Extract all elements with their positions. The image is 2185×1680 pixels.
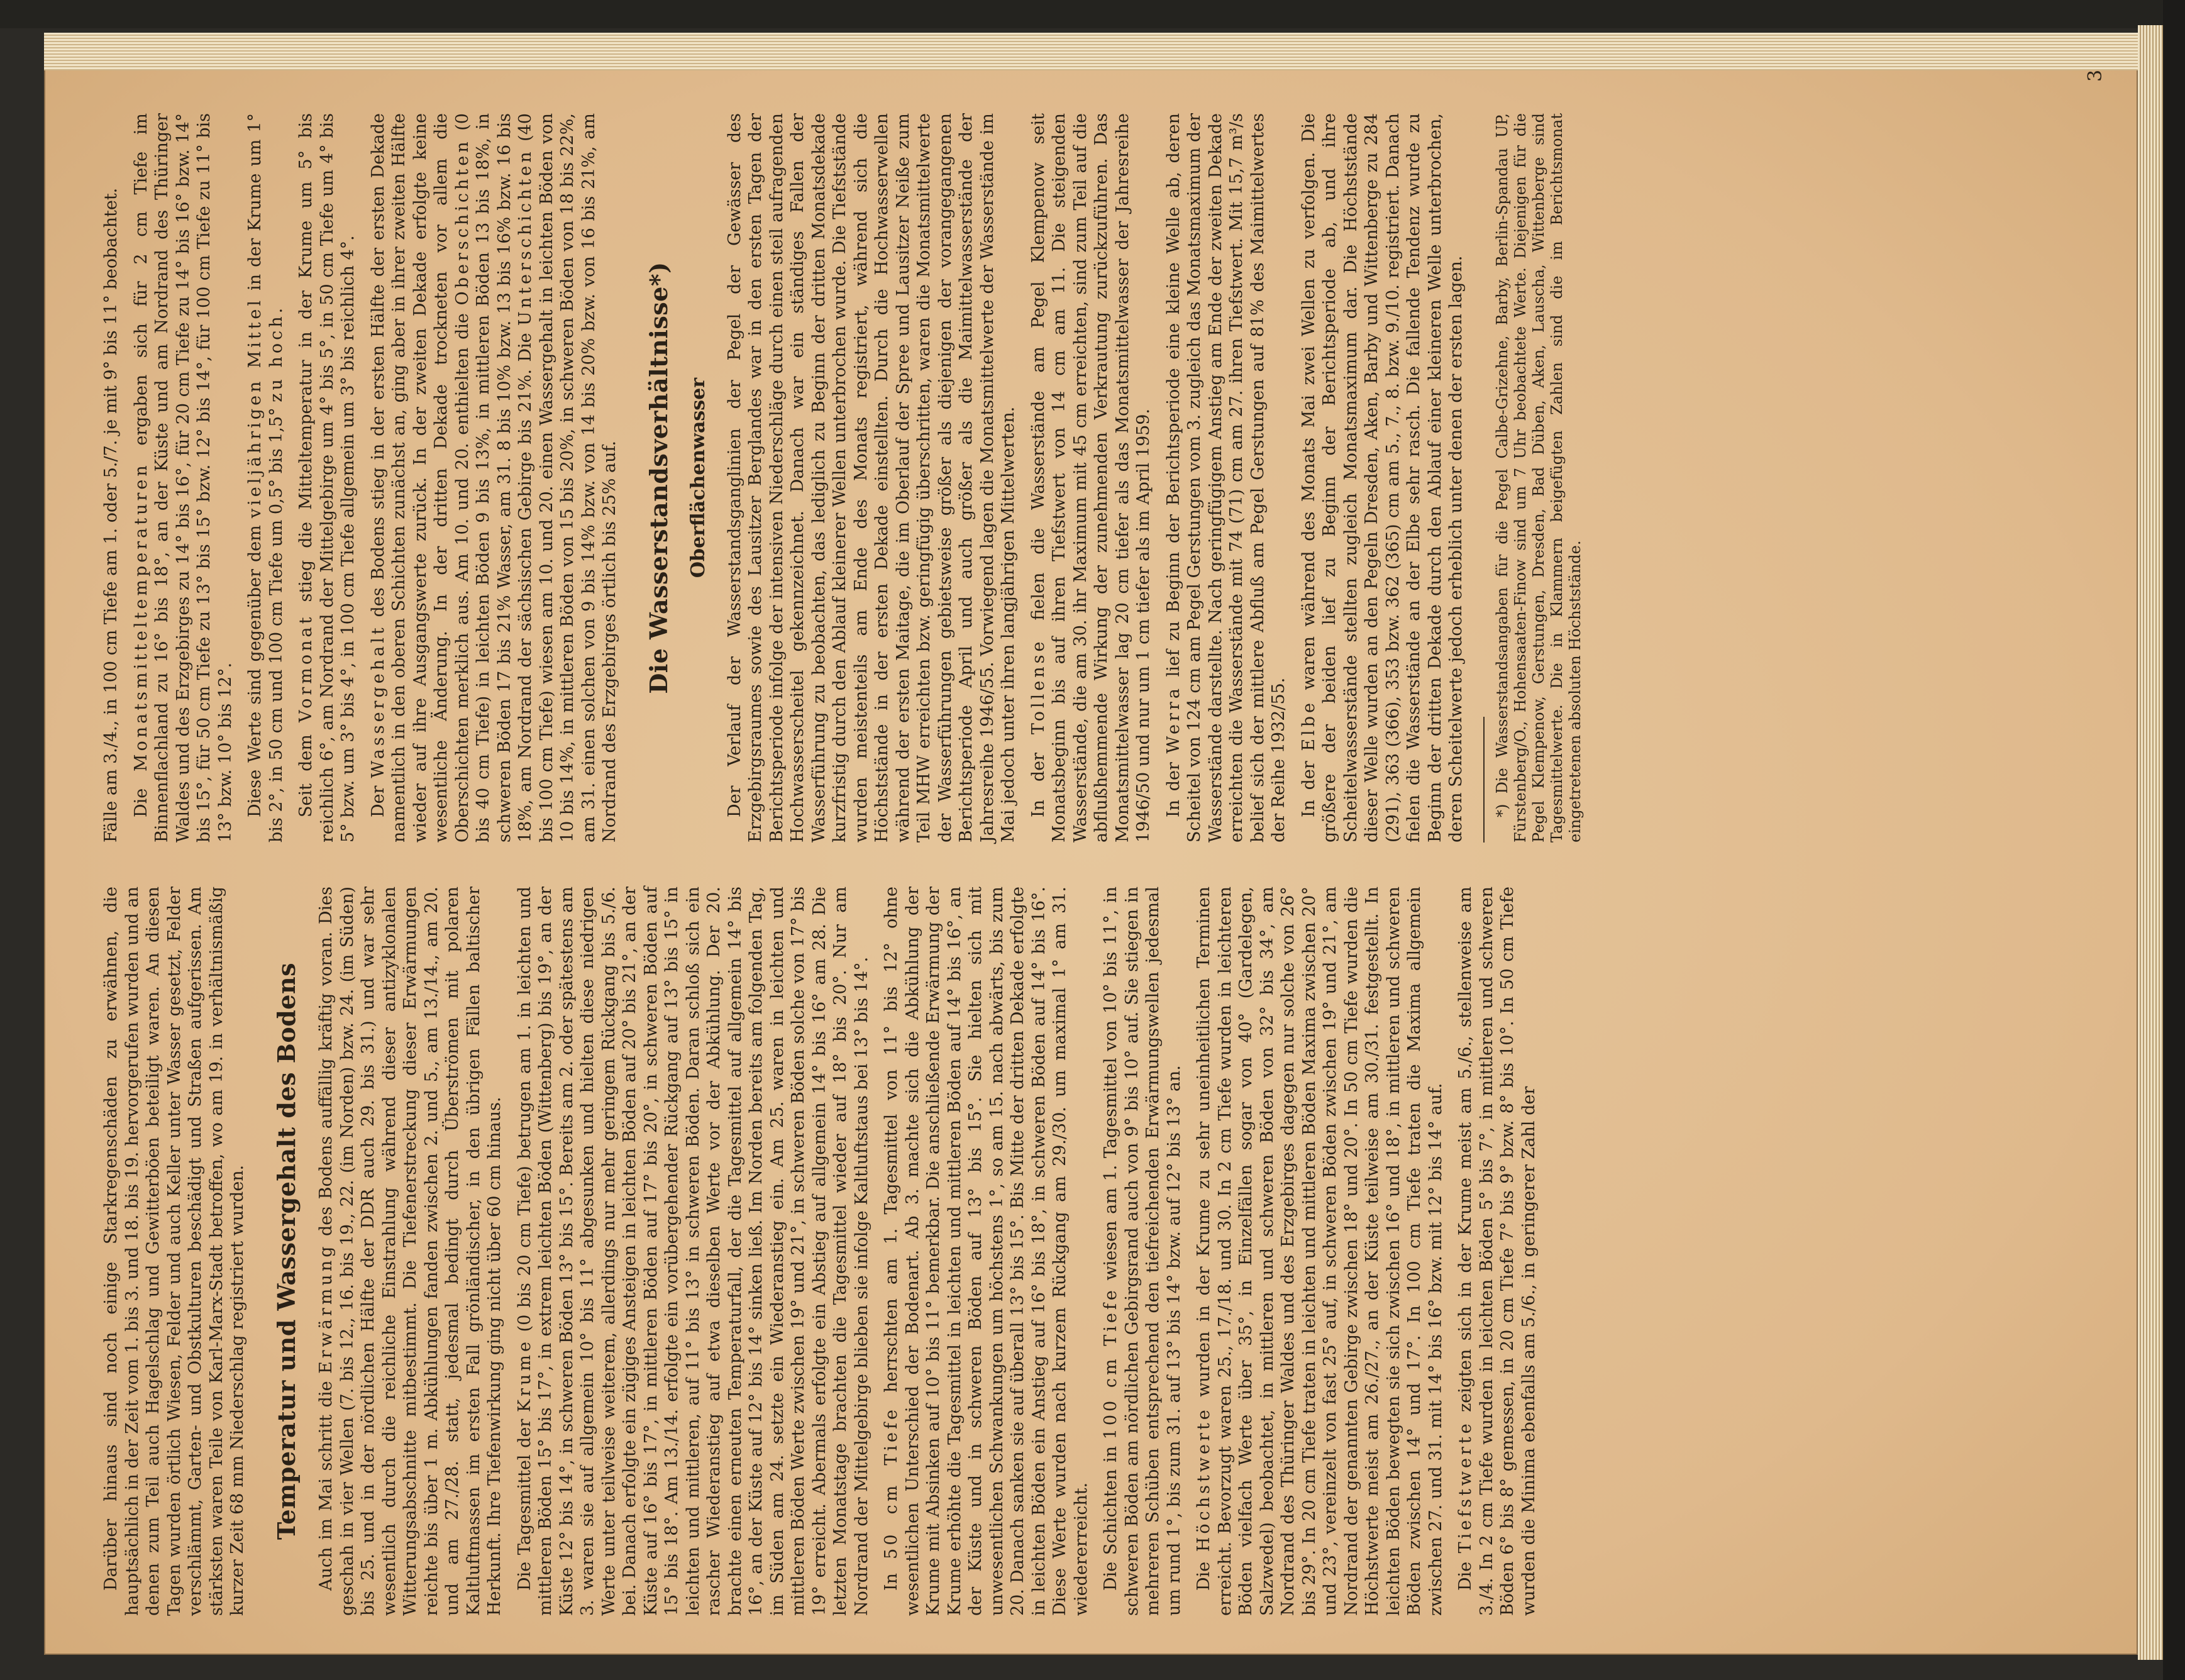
paragraph-krume: Die Tagesmittel der Krume (0 bis 20 cm Tiefe) betrugen am 1. in leichten und mittleren Böden 15° bis 17°, in extrem leichten Böden (Wittenberg) bis 19°, an der Küste 12° bis 14°, in schweren Böden 13° bis 15°. Bereits am 2. oder spätestens am 3. waren sie auf allgemein 10° bis 11° abgesunken und hielten diese niedrigen Werte unter teilweise weiterem, allerdings nur mehr geringem Rückgang bis 5./6. bei. Danach erfolgte ein zügiges Ansteigen in leichten Böden auf 20° bis 21°, an der Küste auf 16° bis 17°, in mittleren Böden auf 17° bis 20°, in schweren Böden auf 15° bis 18°. Am 13./14. erfolgte ein vorübergehender Rückgang auf 13° bis 15° in leichten und mittleren, auf 11° bis 13° in schweren Böden. Daran schloß sich ein rascher Wiederanstieg auf etwa dieselben Werte vor der Abkühlung. Der 20. brachte einen erneuten Temperaturfall, der die Tagesmittel auf allgemein 14° bis 16°, an der Küste auf 12° bis 14° sinken ließ. Im Norden bereits am folgenden Tag, im Süden am 24. setzte ein Wiederanstieg ein. Am 25. waren in leichten und mittleren Böden Werte zwischen 19° und 21°, in schweren Böden solche von 17° bis 19° erreicht. Abermals erfolgte ein Abstieg auf allgemein 14° bis 16° am 28. Die letzten Monatstage brachten die Tagesmittel wieder auf 18° bis 20°. Nur am Nordrand der Mittelgebirge blieben sie infolge Kaltluftstaus bei 13° bis 14°. <box>514 886 871 1616</box>
paragraph-tiefstwerte: Die Tiefstwerte zeigten sich in der Krume meist am 5./6., stellenweise am 3./4. In 2 cm Tiefe wurden in leichten Böden 5° bis 7°, in mittleren und schweren Böden 6° bis 8° gemessen, in 20 cm Tiefe 7° bis 9° bzw. 8° bis 10°. In 50 cm Tiefe wurden die Minima ebenfalls am 5./6., in geringerer Zahl der <box>1456 887 1539 1616</box>
paragraph-hoechstwerte: Die Höchstwerte wurden in der Krume zu sehr uneinheitlichen Terminen erreicht. Bevorzugt waren 25., 17./18. und 30. In 2 cm Tiefe wurden in leichteren Böden vielfach Werte über 35°, in Einzelfällen sogar von 40° (Gardelegen, Salzwedel) beobachtet, in mittleren und schweren Böden von 32° bis 34°, am Nordrand des Thüringer Waldes und des Erzgebirges dagegen nur solche von 26° bis 29°. In 20 cm Tiefe traten in leichten und mittleren Böden Maxima zwischen 20° und 23°, vereinzelt von fast 25° auf, in schweren Böden zwischen 19° und 21°, am Nordrand der genannten Gebirge zwischen 18° und 20°. In 50 cm Tiefe wurden die Höchstwerte meist am 26./27., an der Küste teilweise am 30./31. festgestellt. In leichten Böden bewegten sie sich zwischen 16° und 18°, in mittleren und schweren Böden zwischen 14° und 17°. In 100 cm Tiefe traten die Maxima allgemein zwischen 27. und 31. mit 14° bis 16° bzw. mit 12° bis 14° auf. <box>1194 886 1446 1616</box>
paragraph-vormonat: Seit dem Vormonat stieg die Mitteltemperatur in der Krume um 5° bis reichlich 6°, am Nordrand der Mittelgebirge um 4° bis 5°, in 50 cm Tiefe um 4° bis 5° bzw. um 3° bis 4°, in 100 cm Tiefe allgemein um 3° bis reichlich 4°. <box>296 113 358 843</box>
heading-bodentemperatur: Temperatur und Wassergehalt des Bodens <box>272 963 301 1540</box>
paragraph-tollense: In der Tollense fielen die Wasserstände am Pegel Klempenow seit Monatsbeginn bis auf ihren Tiefstwert von 14 cm am 11. Die steigenden Wasserstände, die am 30. ihr Maximum mit 45 cm erreichten, sind zum Teil auf die abflußhemmende Wirkung der zunehmenden Verkrautung zurückzuführen. Das Monatsmittelwasser lag 20 cm tiefer als das Monatsmittelwasser der Jahresreihe 1946/50 und nur um 1 cm tiefer als im April 1959. <box>1028 113 1153 843</box>
paragraph-vieljaehrig: Diese Werte sind gegenüber dem vieljährigen Mittel in der Krume um 1° bis 2°, in 50 cm und 100 cm Tiefe um 0,5° bis 1,5° zu hoch. <box>245 113 286 843</box>
right-column <box>101 113 2113 843</box>
paragraph-wassergehalt: Der Wassergehalt des Bodens stieg in der ersten Hälfte der ersten Dekade namentlich in den oberen Schichten zunächst an, ging aber in ihrer zweiten Hälfte wieder auf ihre Ausgangswerte zurück. In der zweiten Dekade erfolgte keine wesentliche Änderung. In der dritten Dekade trockneten vor allem die Oberschichten merklich aus. Am 10. und 20. enthielten die Oberschichten (0 bis 40 cm Tiefe) in leichten Böden 9 bis 13%, in mittleren Böden 13 bis 18%, in schweren Böden 17 bis 21% Wasser, am 31. 8 bis 10% bzw. 13 bis 16% bzw. 16 bis 18%, am Nordrand der sächsischen Gebirge bis 21%. Die Unterschichten (40 bis 100 cm Tiefe) wiesen am 10. und 20. einen Wassergehalt in leichten Böden von 10 bis 14%, in mittleren Böden von 15 bis 20%, in schweren Böden von 18 bis 22%, am 31. einen solchen von 9 bis 14% bzw. von 14 bis 20% bzw. von 16 bis 21%, am Nordrand des Erzgebirges örtlich bis 25% auf. <box>368 113 619 843</box>
book-cover-top <box>0 0 2185 28</box>
paragraph-werra: In der Werra lief zu Beginn der Berichtsperiode eine kleine Welle ab, deren Scheitel von 124 cm am Pegel Gerstungen vom 3. zugleich das Monatsmaximum der Wasserstände darstellte. Nach geringfügigem Anstieg am Ende der zweiten Dekade erreichten die Wasserstände mit 74 (71) cm am 27. ihren Tiefstwert. Mit 15,7 m³/s belief sich der mittlere Abfluß am Pegel Gerstungen auf 81% des Maimittelwertes der Reihe 1932/55. <box>1163 113 1288 843</box>
paragraph-elbe: In der Elbe waren während des Monats Mai zwei Wellen zu verfolgen. Die größere der beiden lief zu Beginn der Berichtsperiode ab, und ihre Scheitelwasserstände stellten zugleich Monatsmaximum dar. Die Höchststände dieser Welle wurden an den Pegeln Dresden, Aken, Barby und Wittenberge zu 284 (291), 363 (366), 353 bzw. 362 (365) cm am 5., 7., 8. bzw. 9./10. registriert. Danach fielen die Wasserstände an der Elbe sehr rasch. Die fallende Tendenz wurde zu Beginn der dritten Dekade durch den Ablauf einer kleineren Welle unterbrochen, deren Scheitelwerte jedoch erheblich unter denen der ersten lagen. <box>1298 113 1466 843</box>
heading-wasserstand: Die Wasserstandsverhältnisse*) <box>644 262 673 694</box>
footnote-rule <box>1483 717 1485 843</box>
book-spine <box>2163 0 2185 1680</box>
paragraph-erwaermung: Auch im Mai schritt die Erwärmung des Bodens auffällig kräftig voran. Dies geschah in vier Wellen (7. bis 12., 16. bis 19., 22. (im Norden) bzw. 24. (im Süden) bis 25. und in der nördlichen Hälfte der DDR auch 29. bis 31.) und war sehr wesentlich durch die reichliche Einstrahlung während dieser antizyklonalen Witterungsabschnitte mitbestimmt. Die Tiefenerstreckung dieser Erwärmungen reichte bis über 1 m. Abkühlungen fanden zwischen 2. und 5., am 13./14., am 20. und am 27./28. statt, jedesmal bedingt durch Überströmen mit polaren Kaltluftmassen im ersten Fall grönländischer, in den übrigen Fällen baltischer Herkunft. Ihre Tiefenwirkung ging nicht über 60 cm hinaus. <box>316 887 504 1616</box>
subheading-oberflaechenwasser: Oberflächenwasser <box>687 377 709 578</box>
paragraph-ganglinien: Der Verlauf der Wasserstandsganglinien der Pegel der Gewässer des Erzgebirgsraumes sowie des Lausitzer Berglandes war in den ersten Tagen der Berichtsperiode infolge der intensiven Niederschläge durch einen steil aufragenden Hochwasserscheitel gekennzeichnet. Danach war ein ständiges Fallen der Wasserführung zu beobachten, das lediglich zu Beginn der dritten Monatsdekade kurzfristig durch den Ablauf kleinerer Wellen unterbrochen wurde. Die Tiefststände wurden meistenteils am Ende des Monats registriert, während sich die Höchststände in der ersten Dekade einstellten. Durch die Hochwasserwellen während der ersten Maitage, die im Oberlauf der Spree und Lausitzer Neiße zum Teil MHW erreichten bzw. geringfügig überschritten, waren die Monatsmittelwerte der Wasserführungen gebietsweise größer als diejenigen der vorangegangenen Berichtsperiode April und auch größer als die Maimittelwasserstände der Jahresreihe 1946/55. Vorwiegend lagen die Monatsmittelwerte der Wasserstände im Mai jedoch unter ihren langjährigen Mittelwerten. <box>724 113 1018 843</box>
page-number: 3 <box>2084 69 2106 82</box>
paragraph-100cm: Die Schichten in 100 cm Tiefe wiesen am 1. Tagesmittel von 10° bis 11°, in schweren Böden am nördlichen Gebirgsrand auch von 9° bis 10° auf. Sie stiegen in mehreren Schüben entsprechend den tiefreichenden Erwärmungswellen jedesmal um rund 1°, bis zum 31. auf 13° bis 14° bzw. auf 12° bis 13° an. <box>1101 887 1184 1616</box>
rotated-page-content <box>101 63 2113 1616</box>
footnote: *) Die Wasserstandsangaben für die Pegel Calbe-Grizehne, Barby, Berlin-Spandau UP, Fürstenberg/O., Hohensaaten-Finow sind um 7 Uhr beobachtete Werte. Diejenigen für die Pegel Klempenow, Gerstungen, Dresden, Bad Düben, Aken, Lauscha, Wittenberge sind Tagesmittelwerte. Die in Klammern beigefügten Zahlen sind die im Berichtsmonat eingetretenen absoluten Höchststände. <box>1493 113 1584 843</box>
paragraph-starkregen: Darüber hinaus sind noch einige Starkregenschäden zu erwähnen, die hauptsächlich in der Zeit vom 1. bis 3. und 18. bis 19. hervorgerufen wurden und an denen zum Teil auch Hagelschlag und Gewitterböen beteiligt waren. An diesen Tagen wurden örtlich Wiesen, Felder und auch Keller unter Wasser gesetzt, Felder verschlämmt, Garten- und Obstkulturen beschädigt und Straßen aufgerissen. Am stärksten waren Teile von Karl-Marx-Stadt betroffen, wo am 19. in verhältnismäßig kurzer Zeit 68 mm Niederschlag registriert wurden. <box>101 887 247 1616</box>
paragraph-monatsmittel: Die Monatsmitteltemperaturen ergaben sich für 2 cm Tiefe im Binnenflachland zu 16° bis 18°, an der Küste und am Nordrand des Thüringer Waldes und des Erzgebirges zu 14° bis 16°, für 20 cm Tiefe zu 14° bis 16° bzw. 14° bis 15°, für 50 cm Tiefe zu 13° bis 15° bzw. 12° bis 14°, für 100 cm Tiefe zu 11° bis 13° bzw. 10° bis 12°. <box>131 113 235 843</box>
page-edges-right <box>2138 25 2163 1660</box>
paragraph-50cm: In 50 cm Tiefe herrschten am 1. Tagesmittel von 11° bis 12° ohne wesentlichen Unterschied der Bodenart. Ab 3. machte sich die Abkühlung der Krume mit Absinken auf 10° bis 11° bemerkbar. Die anschließende Erwärmung der Krume erhöhte die Tagesmittel in leichten und mittleren Böden auf 14° bis 16°, an der Küste und in schweren Böden auf 13° bis 15°. Sie hielten sich mit unwesentlichen Schwankungen um höchstens 1°, so am 15. nach abwärts, bis zum 20. Danach sanken sie auf überall 13° bis 15°. Bis Mitte der dritten Dekade erfolgte in leichten Böden ein Anstieg auf 16° bis 18°, in schweren Böden auf 14° bis 16°. Diese Werte wurden nach kurzem Rückgang am 29./30. um maximal 1° am 31. wiedererreicht. <box>882 886 1091 1616</box>
paragraph-fortsetzung: Fälle am 3./4., in 100 cm Tiefe am 1. oder 5./7. je mit 9° bis 11° beobachtet. <box>101 187 121 843</box>
left-column <box>101 887 2113 1616</box>
